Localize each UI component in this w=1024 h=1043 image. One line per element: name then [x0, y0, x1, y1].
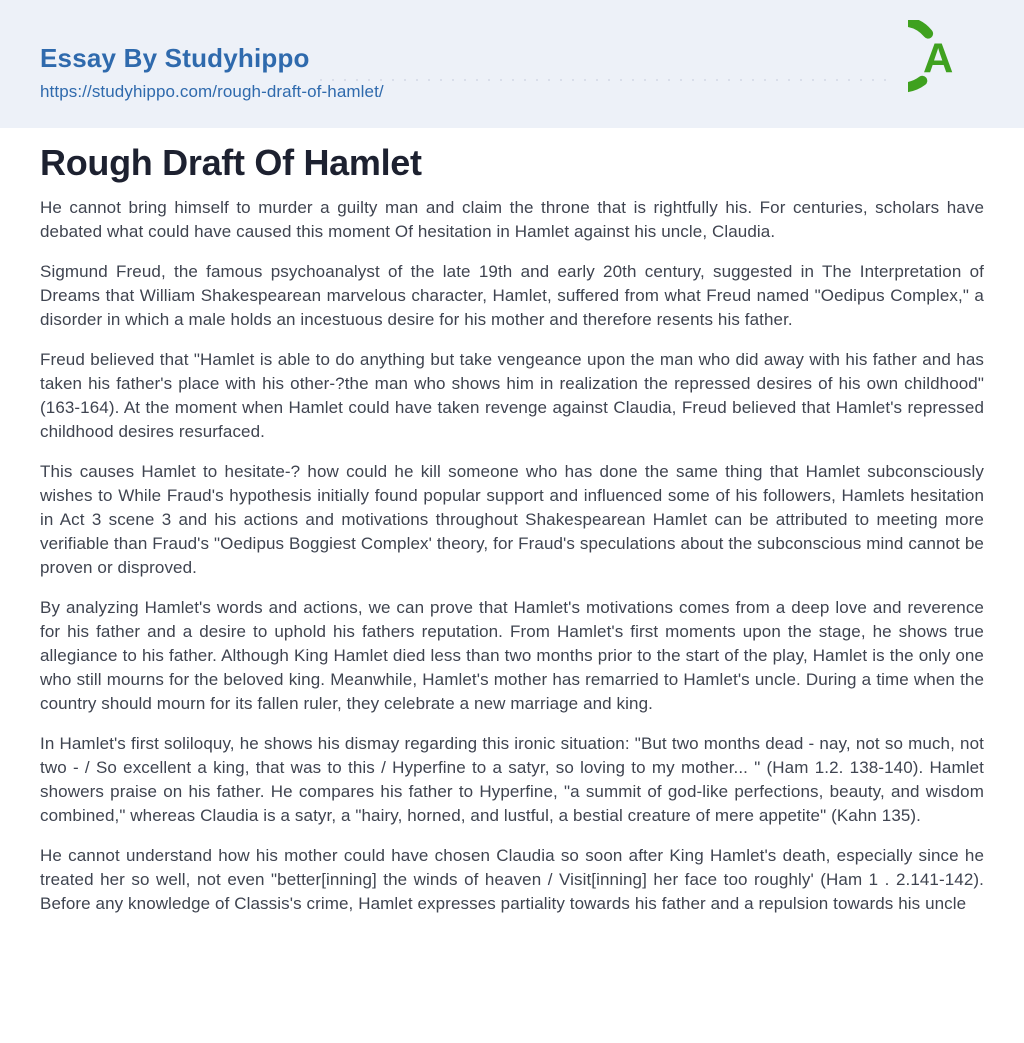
- essay-paragraph: He cannot understand how his mother could have chosen Claudia so soon after King Hamlet's death, especially since he treated her so well, not even "better[inning] the winds of heaven / Visit[inning] her face too roughly' (Ham 1 . 2.141-142). Before any knowledge of Classis's crime, Hamlet expresses partiality towards his father and a repulsion towards his uncle: [40, 845, 984, 913]
- source-url-link[interactable]: https://studyhippo.com/rough-draft-of-hamlet/: [40, 81, 384, 101]
- page-title: Rough Draft Of Hamlet: [40, 142, 422, 183]
- brand-title: Essay By Studyhippo: [40, 43, 310, 73]
- content-area: [0, 128, 1024, 916]
- studyhippo-logo: [908, 20, 988, 100]
- essay-paragraph: He cannot bring himself to murder a guilty man and claim the throne that is rightfully his. For centuries, scholars have debated what could have caused this moment Of hesitation in Hamlet against his uncle, Claudia.: [40, 197, 984, 241]
- essay-paragraph: In Hamlet's first soliloquy, he shows his dismay regarding this ironic situation: "But two months dead - nay, not so much, not two - / So excellent a king, that was to this / Hyperfine to a satyr, so loving to my mother... " (Ham 1.2. 138-140). Hamlet showers praise on his father. He compares his father to Hyperfine, "a summit of god-like perfections, beauty, and wisdom combined," whereas Claudia is a satyr, a "hairy, horned, and lustful, a bestial creature of mere appetite" (Kahn 135).: [40, 733, 984, 825]
- essay-paragraph: This causes Hamlet to hesitate-? how could he kill someone who has done the same thing that Hamlet subconsciously wishes to While Fraud's hypothesis initially found popular support and influenced some of his followers, Hamlets hesitation in Act 3 scene 3 and his actions and motivations throughout Shakespearean Hamlet can be attributed to meeting more verifiable than Fraud's "Oedipus Boggiest Complex' theory, for Fraud's speculations about the subconscious mind cannot be proven or disproved.: [40, 461, 984, 577]
- page-header: [0, 0, 1024, 128]
- essay-paragraph: By analyzing Hamlet's words and actions, we can prove that Hamlet's motivations comes from a deep love and reverence for his father and a desire to uphold his fathers reputation. From Hamlet's first moments upon the stage, he shows true allegiance to his father. Although King Hamlet died less than two months prior to the start of the play, Hamlet is the only one who still mourns for the beloved king. Meanwhile, Hamlet's mother has remarried to Hamlet's uncle. During a time when the country should mourn for its fallen ruler, they celebrate a new marriage and king.: [40, 597, 984, 713]
- dotted-divider: [320, 79, 893, 81]
- essay-body: [40, 196, 984, 916]
- essay-paragraph: Freud believed that "Hamlet is able to do anything but take vengeance upon the man who did away with his father and has taken his father's place with his other-?the man who shows him in realization the repressed desires of his own childhood" (163-164). At the moment when Hamlet could have taken revenge against Claudia, Freud believed that Hamlet's repressed childhood desires resurfaced.: [40, 349, 984, 441]
- essay-paragraph: Sigmund Freud, the famous psychoanalyst of the late 19th and early 20th century, suggested in The Interpretation of Dreams that William Shakespearean marvelous character, Hamlet, suffered from what Freud named "Oedipus Complex," a disorder in which a male holds an incestuous desire for his mother and therefore resents his father.: [40, 261, 984, 329]
- logo-letter: A: [923, 34, 954, 82]
